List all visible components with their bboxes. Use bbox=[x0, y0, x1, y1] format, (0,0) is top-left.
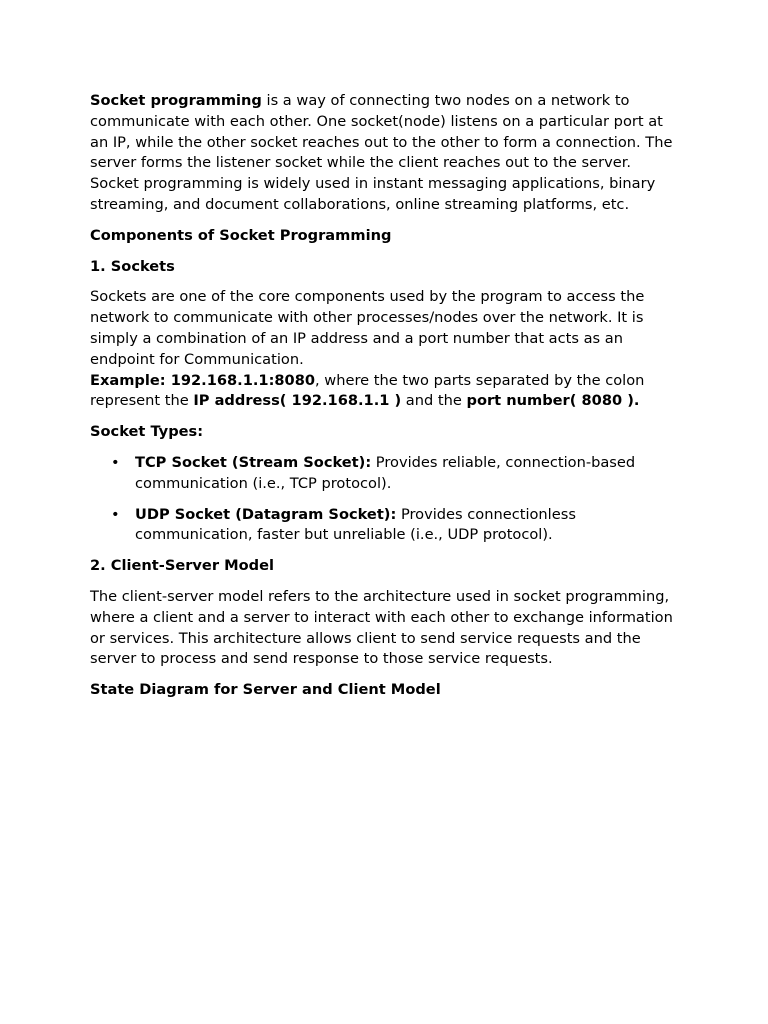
usage-paragraph: Socket programming is widely used in instant messaging applications, binary streaming, and document collaborations, online streaming platforms, etc. bbox=[90, 175, 656, 213]
client-server-paragraph: The client-server model refers to the architecture used in socket programming, where a client and a server to interact with each other to exchange information or services. This architecture allows client to send service requests and the server to process and send response to those service requests. bbox=[90, 587, 673, 668]
list-item-label: TCP Socket (Stream Socket): bbox=[135, 453, 372, 471]
example-paragraph: Example: 192.168.1.1:8080, where the two parts separated by the colon represent the IP address( 192.168.1.1 ) and the port number( 8080 ). bbox=[90, 371, 645, 410]
list-item-text: Provides reliable, connection-based communication (i.e., TCP protocol). bbox=[135, 453, 636, 492]
ip-address-label: IP address( 192.168.1.1 ) bbox=[193, 392, 402, 410]
example-label: Example: 192.168.1.1:8080 bbox=[90, 371, 316, 389]
state-diagram-heading: State Diagram for Server and Client Model bbox=[90, 681, 441, 699]
list-item bbox=[90, 453, 685, 495]
socket-types-heading: Socket Types: bbox=[90, 423, 204, 441]
socket-types-list bbox=[90, 453, 685, 546]
port-number-label: port number( 8080 ). bbox=[466, 392, 640, 410]
intro-paragraph bbox=[90, 91, 685, 174]
intro-text: is a way of connecting two nodes on a network to communicate with each other. One socket(node) listens on a particular port at an IP, while the other socket reaches out to the other to form a connection. The server forms the listener socket while the client reaches out to the server. bbox=[90, 92, 673, 172]
sockets-heading: 1. Sockets bbox=[90, 257, 175, 275]
list-item-text: Provides connectionless communication, faster but unreliable (i.e., UDP protocol). bbox=[135, 505, 576, 544]
sockets-paragraph: Sockets are one of the core components used by the program to access the network to communicate with other processes/nodes over the network. It is simply a combination of an IP address and a port number that acts as an endpoint for Communication. bbox=[90, 288, 645, 368]
client-server-heading: 2. Client-Server Model bbox=[90, 557, 275, 575]
bullet-icon: • bbox=[111, 453, 120, 471]
list-item bbox=[90, 505, 685, 547]
components-heading: Components of Socket Programming bbox=[90, 226, 392, 244]
intro-term: Socket programming bbox=[90, 92, 262, 109]
bullet-icon: • bbox=[111, 505, 120, 523]
list-item-label: UDP Socket (Datagram Socket): bbox=[135, 505, 397, 523]
document-body bbox=[90, 91, 685, 701]
